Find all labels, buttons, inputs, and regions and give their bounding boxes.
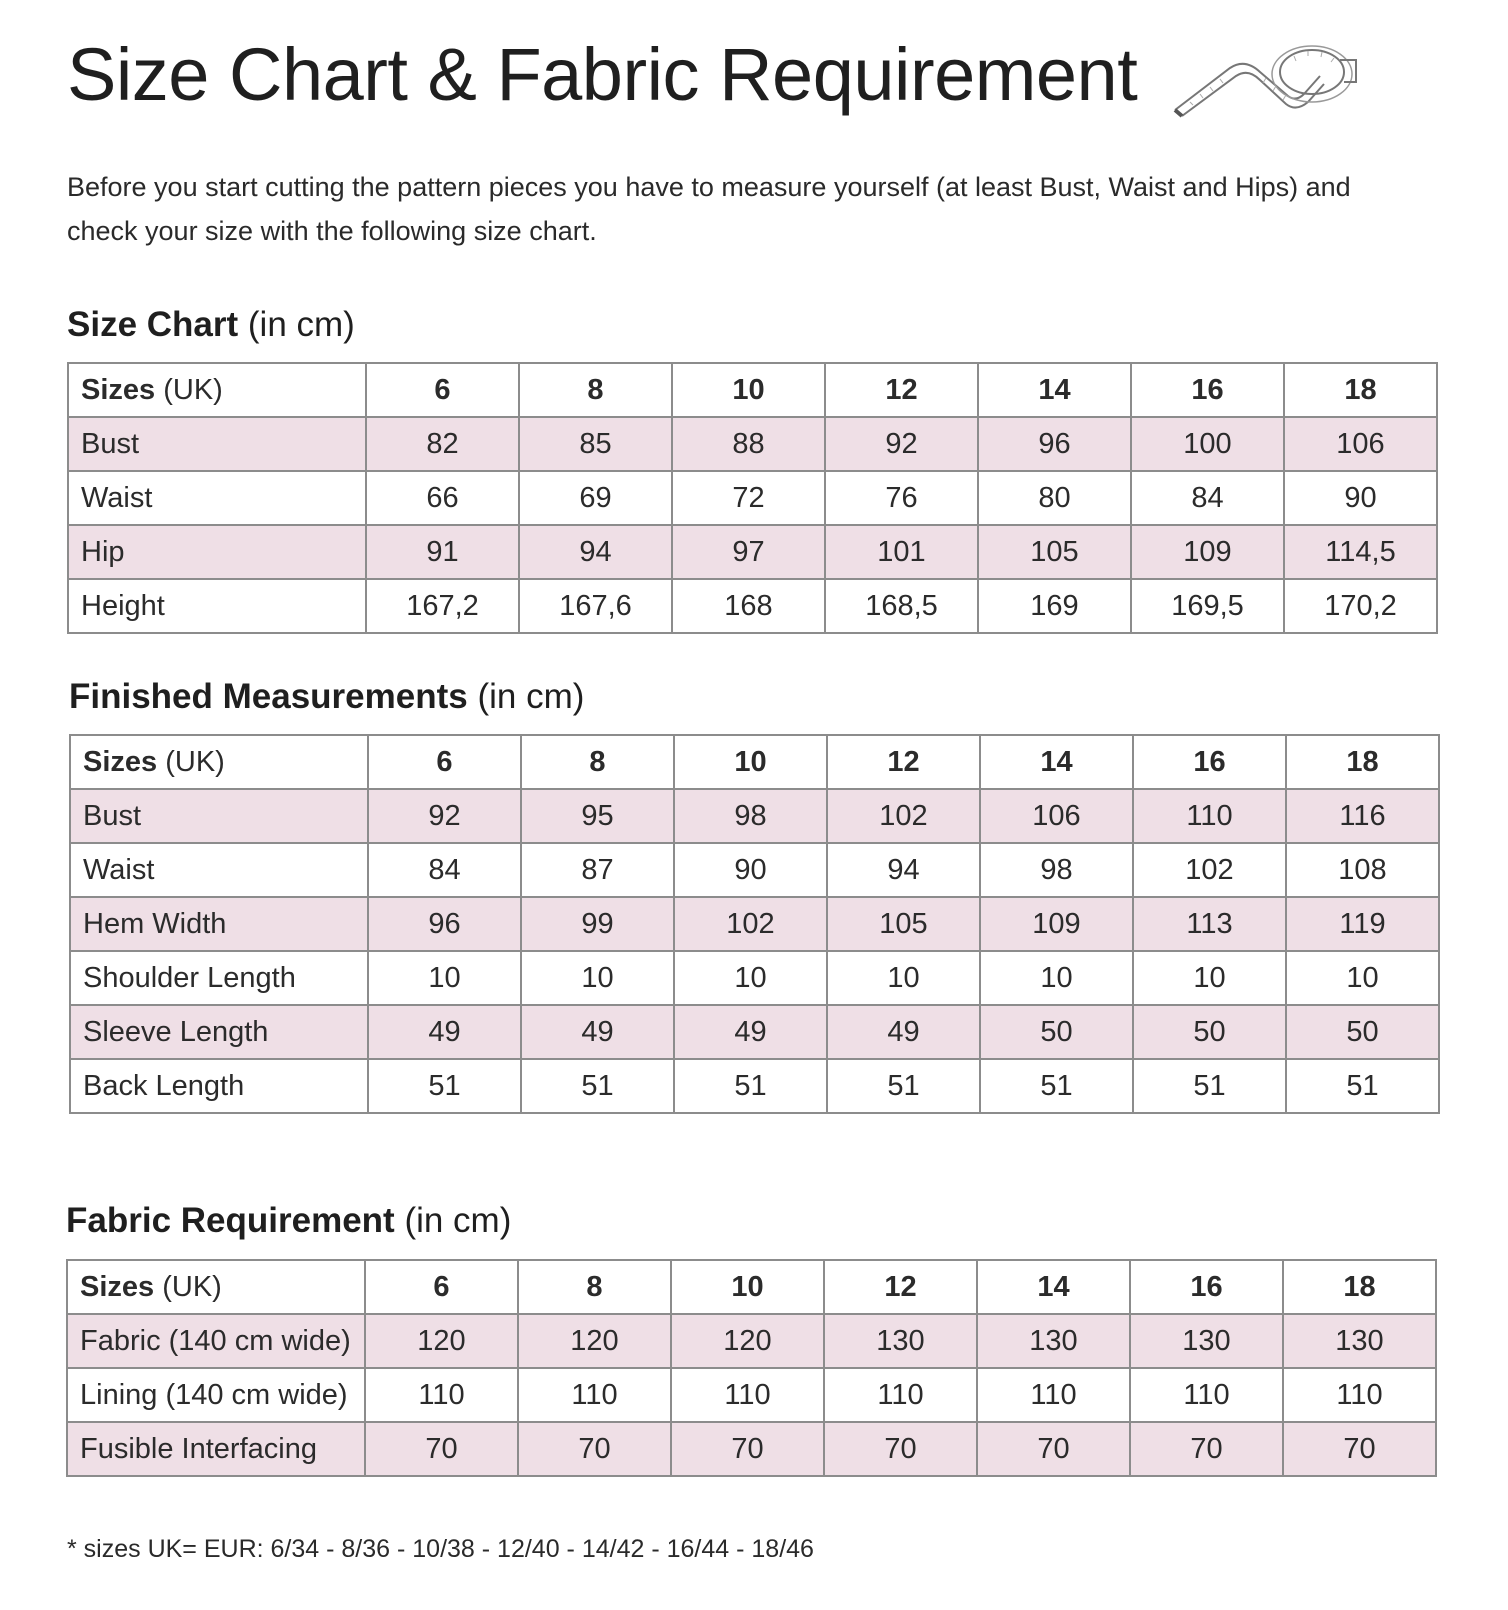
table-cell: 70 bbox=[1283, 1422, 1436, 1476]
table-cell: 105 bbox=[827, 897, 980, 951]
table-cell: 120 bbox=[365, 1314, 518, 1368]
table-cell: 91 bbox=[366, 525, 519, 579]
size-header: 16 bbox=[1130, 1260, 1283, 1314]
measuring-tape-icon bbox=[1170, 38, 1360, 118]
sizes-header-unit: (UK) bbox=[162, 1270, 222, 1303]
row-label: Bust bbox=[68, 417, 366, 471]
table-cell: 130 bbox=[1130, 1314, 1283, 1368]
row-label: Lining (140 cm wide) bbox=[67, 1368, 365, 1422]
table-cell: 90 bbox=[674, 843, 827, 897]
size-header: 14 bbox=[977, 1260, 1130, 1314]
row-label: Fusible Interfacing bbox=[67, 1422, 365, 1476]
table-cell: 110 bbox=[977, 1368, 1130, 1422]
table-cell: 168 bbox=[672, 579, 825, 633]
size-header: 12 bbox=[825, 363, 978, 417]
table-cell: 10 bbox=[827, 951, 980, 1005]
table-cell: 100 bbox=[1131, 417, 1284, 471]
size-header: 18 bbox=[1286, 735, 1439, 789]
table-cell: 110 bbox=[824, 1368, 977, 1422]
table-cell: 51 bbox=[674, 1059, 827, 1113]
size-header: 10 bbox=[674, 735, 827, 789]
sizes-header-unit: (UK) bbox=[165, 745, 225, 778]
table-cell: 101 bbox=[825, 525, 978, 579]
finished-measurements-table bbox=[69, 734, 1440, 1114]
table-cell: 167,2 bbox=[366, 579, 519, 633]
size-header: 18 bbox=[1283, 1260, 1436, 1314]
table-cell: 110 bbox=[671, 1368, 824, 1422]
table-cell: 51 bbox=[827, 1059, 980, 1113]
table-row bbox=[67, 1422, 1436, 1476]
table-row bbox=[70, 951, 1439, 1005]
sizes-header-unit: (UK) bbox=[163, 373, 223, 406]
table-cell: 102 bbox=[827, 789, 980, 843]
sizes-header bbox=[67, 1260, 365, 1314]
table-cell: 82 bbox=[366, 417, 519, 471]
table-cell: 88 bbox=[672, 417, 825, 471]
table-cell: 10 bbox=[980, 951, 1133, 1005]
table-cell: 66 bbox=[366, 471, 519, 525]
row-label: Hip bbox=[68, 525, 366, 579]
size-header: 18 bbox=[1284, 363, 1437, 417]
table-cell: 80 bbox=[978, 471, 1131, 525]
size-header: 8 bbox=[521, 735, 674, 789]
table-cell: 106 bbox=[980, 789, 1133, 843]
size-chart-title bbox=[67, 304, 355, 346]
table-cell: 49 bbox=[674, 1005, 827, 1059]
sizes-header bbox=[68, 363, 366, 417]
size-header: 12 bbox=[827, 735, 980, 789]
table-cell: 49 bbox=[521, 1005, 674, 1059]
table-cell: 90 bbox=[1284, 471, 1437, 525]
table-cell: 96 bbox=[978, 417, 1131, 471]
table-cell: 130 bbox=[977, 1314, 1130, 1368]
table-cell: 49 bbox=[827, 1005, 980, 1059]
row-label: Waist bbox=[70, 843, 368, 897]
table-row bbox=[67, 1314, 1436, 1368]
size-header: 16 bbox=[1133, 735, 1286, 789]
table-cell: 116 bbox=[1286, 789, 1439, 843]
sizes-header-strong: Sizes bbox=[80, 1270, 155, 1303]
size-header: 10 bbox=[672, 363, 825, 417]
size-header: 6 bbox=[366, 363, 519, 417]
table-cell: 169 bbox=[978, 579, 1131, 633]
table-cell: 109 bbox=[1131, 525, 1284, 579]
table-cell: 85 bbox=[519, 417, 672, 471]
table-header-row bbox=[70, 735, 1439, 789]
fabric-requirement-title-strong: Fabric Requirement bbox=[66, 1201, 395, 1240]
row-label: Sleeve Length bbox=[70, 1005, 368, 1059]
table-cell: 105 bbox=[978, 525, 1131, 579]
table-cell: 70 bbox=[671, 1422, 824, 1476]
footnote: * sizes UK= EUR: 6/34 - 8/36 - 10/38 - 12/40 - 14/42 - 16/44 - 18/46 bbox=[67, 1535, 814, 1563]
table-cell: 51 bbox=[368, 1059, 521, 1113]
size-header: 14 bbox=[980, 735, 1133, 789]
table-row bbox=[68, 471, 1437, 525]
table-cell: 94 bbox=[827, 843, 980, 897]
sizes-header bbox=[70, 735, 368, 789]
table-row bbox=[68, 525, 1437, 579]
table-cell: 102 bbox=[1133, 843, 1286, 897]
table-cell: 130 bbox=[824, 1314, 977, 1368]
table-cell: 10 bbox=[1286, 951, 1439, 1005]
table-cell: 120 bbox=[518, 1314, 671, 1368]
table-cell: 51 bbox=[521, 1059, 674, 1113]
table-cell: 110 bbox=[518, 1368, 671, 1422]
size-header: 8 bbox=[519, 363, 672, 417]
fabric-requirement-table bbox=[66, 1259, 1437, 1477]
table-row bbox=[67, 1368, 1436, 1422]
table-cell: 10 bbox=[1133, 951, 1286, 1005]
size-header: 14 bbox=[978, 363, 1131, 417]
sizes-header-strong: Sizes bbox=[83, 745, 158, 778]
table-cell: 110 bbox=[1283, 1368, 1436, 1422]
table-row bbox=[68, 417, 1437, 471]
table-cell: 120 bbox=[671, 1314, 824, 1368]
table-cell: 51 bbox=[1286, 1059, 1439, 1113]
table-cell: 69 bbox=[519, 471, 672, 525]
table-row bbox=[70, 789, 1439, 843]
table-header-row bbox=[67, 1260, 1436, 1314]
table-cell: 50 bbox=[980, 1005, 1133, 1059]
table-cell: 108 bbox=[1286, 843, 1439, 897]
row-label: Bust bbox=[70, 789, 368, 843]
size-chart-title-strong: Size Chart bbox=[67, 305, 239, 344]
table-cell: 170,2 bbox=[1284, 579, 1437, 633]
table-cell: 50 bbox=[1286, 1005, 1439, 1059]
finished-measurements-title-unit: (in cm) bbox=[477, 677, 585, 716]
table-cell: 51 bbox=[980, 1059, 1133, 1113]
table-cell: 92 bbox=[825, 417, 978, 471]
table-row bbox=[70, 1059, 1439, 1113]
table-cell: 119 bbox=[1286, 897, 1439, 951]
table-header-row bbox=[68, 363, 1437, 417]
table-cell: 10 bbox=[674, 951, 827, 1005]
table-cell: 168,5 bbox=[825, 579, 978, 633]
table-cell: 76 bbox=[825, 471, 978, 525]
size-header: 12 bbox=[824, 1260, 977, 1314]
table-cell: 97 bbox=[672, 525, 825, 579]
table-cell: 130 bbox=[1283, 1314, 1436, 1368]
table-cell: 51 bbox=[1133, 1059, 1286, 1113]
table-cell: 167,6 bbox=[519, 579, 672, 633]
row-label: Shoulder Length bbox=[70, 951, 368, 1005]
table-cell: 98 bbox=[674, 789, 827, 843]
size-header: 6 bbox=[365, 1260, 518, 1314]
table-cell: 87 bbox=[521, 843, 674, 897]
table-cell: 96 bbox=[368, 897, 521, 951]
page-title: Size Chart & Fabric Requirement bbox=[67, 33, 1138, 116]
size-header: 6 bbox=[368, 735, 521, 789]
size-header: 16 bbox=[1131, 363, 1284, 417]
table-cell: 84 bbox=[1131, 471, 1284, 525]
size-chart-table bbox=[67, 362, 1438, 634]
table-cell: 84 bbox=[368, 843, 521, 897]
table-cell: 110 bbox=[1130, 1368, 1283, 1422]
table-cell: 94 bbox=[519, 525, 672, 579]
intro-text: Before you start cutting the pattern pieces you have to measure yourself (at least Bust, Waist and Hips) and check your size with the following size chart. bbox=[67, 172, 1351, 246]
table-row bbox=[70, 897, 1439, 951]
table-cell: 109 bbox=[980, 897, 1133, 951]
table-cell: 106 bbox=[1284, 417, 1437, 471]
table-cell: 98 bbox=[980, 843, 1133, 897]
size-chart-title-unit: (in cm) bbox=[247, 305, 355, 344]
table-cell: 70 bbox=[365, 1422, 518, 1476]
table-cell: 49 bbox=[368, 1005, 521, 1059]
table-cell: 110 bbox=[1133, 789, 1286, 843]
row-label: Waist bbox=[68, 471, 366, 525]
table-cell: 95 bbox=[521, 789, 674, 843]
size-header: 8 bbox=[518, 1260, 671, 1314]
table-cell: 72 bbox=[672, 471, 825, 525]
row-label: Height bbox=[68, 579, 366, 633]
table-cell: 70 bbox=[824, 1422, 977, 1476]
table-row bbox=[70, 1005, 1439, 1059]
table-cell: 70 bbox=[518, 1422, 671, 1476]
row-label: Hem Width bbox=[70, 897, 368, 951]
table-cell: 10 bbox=[368, 951, 521, 1005]
table-cell: 110 bbox=[365, 1368, 518, 1422]
size-header: 10 bbox=[671, 1260, 824, 1314]
table-cell: 92 bbox=[368, 789, 521, 843]
table-cell: 70 bbox=[977, 1422, 1130, 1476]
table-cell: 169,5 bbox=[1131, 579, 1284, 633]
table-cell: 102 bbox=[674, 897, 827, 951]
finished-measurements-title-strong: Finished Measurements bbox=[69, 677, 468, 716]
table-cell: 10 bbox=[521, 951, 674, 1005]
table-cell: 70 bbox=[1130, 1422, 1283, 1476]
table-cell: 50 bbox=[1133, 1005, 1286, 1059]
row-label: Fabric (140 cm wide) bbox=[67, 1314, 365, 1368]
fabric-requirement-title-unit: (in cm) bbox=[404, 1201, 512, 1240]
table-row bbox=[68, 579, 1437, 633]
table-cell: 113 bbox=[1133, 897, 1286, 951]
row-label: Back Length bbox=[70, 1059, 368, 1113]
sizes-header-strong: Sizes bbox=[81, 373, 156, 406]
table-row bbox=[70, 843, 1439, 897]
table-cell: 99 bbox=[521, 897, 674, 951]
fabric-requirement-title bbox=[66, 1200, 511, 1242]
table-cell: 114,5 bbox=[1284, 525, 1437, 579]
finished-measurements-title bbox=[69, 676, 584, 718]
